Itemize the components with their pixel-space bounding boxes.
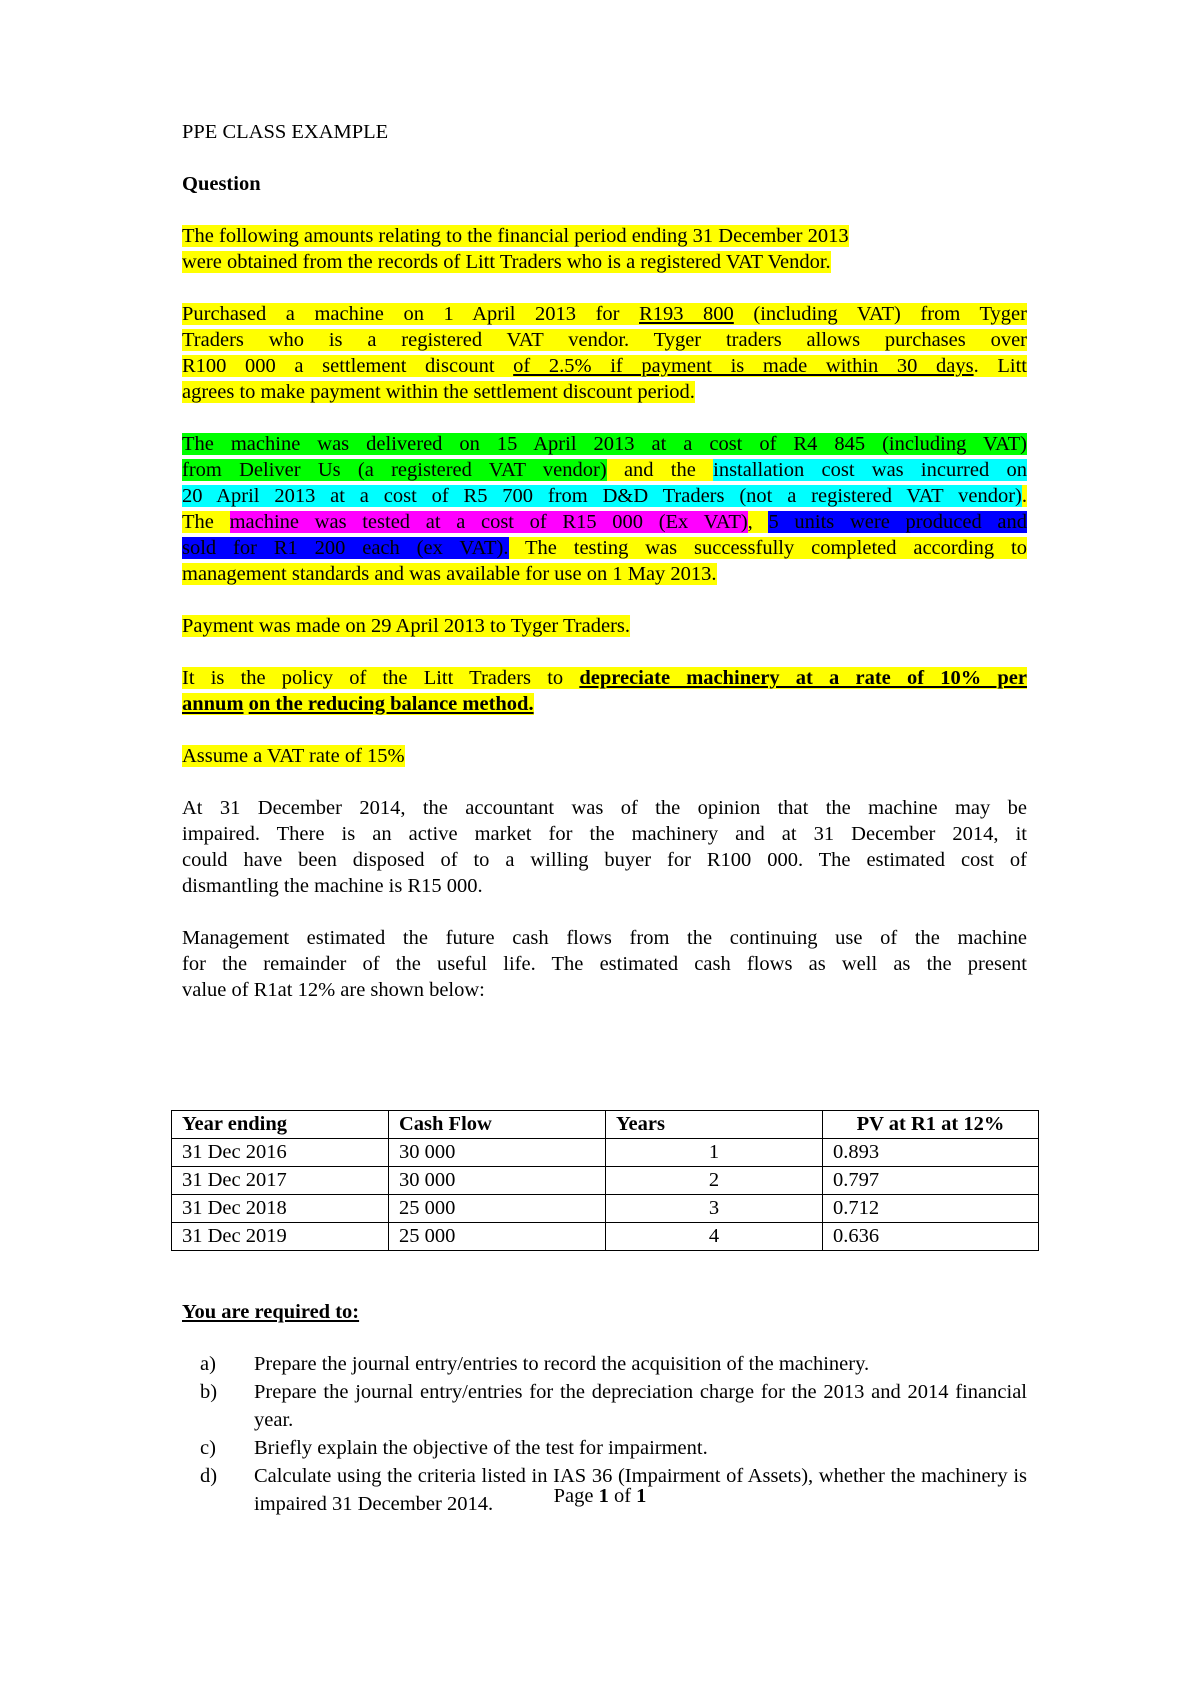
table-cell: 25 000 bbox=[389, 1195, 606, 1223]
table-cell: 0.636 bbox=[823, 1223, 1039, 1251]
delivery-line-3: 20 April 2013 at a cost of R5 700 from D&D Traders (not a registered VAT vendor). bbox=[182, 485, 1027, 507]
table-header: PV at R1 at 12% bbox=[823, 1111, 1039, 1139]
table-cell: 30 000 bbox=[389, 1139, 606, 1167]
policy-line-2: annum on the reducing balance method. bbox=[182, 693, 534, 715]
purchase-line-4: agrees to make payment within the settlement discount period. bbox=[182, 381, 695, 403]
list-item: d) Calculate using the criteria listed in IAS 36 (Impairment of Assets), whether the machinery is impaired 31 December 2014. bbox=[200, 1465, 1027, 1515]
table-cell: 1 bbox=[606, 1139, 823, 1167]
purchase-line-3: R100 000 a settlement discount of 2.5% if payment is made within 30 days. Litt bbox=[182, 355, 1027, 377]
delivery-line-4: The machine was tested at a cost of R15 000 (Ex VAT), 5 units were produced and bbox=[182, 511, 1028, 533]
list-item: c) Briefly explain the objective of the test for impairment. bbox=[200, 1437, 708, 1459]
delivery-line-5: sold for R1 200 each (ex VAT). The testing was successfully completed according to bbox=[182, 537, 1027, 559]
management-line-1: Management estimated the future cash flows from the continuing use of the machine bbox=[182, 927, 1027, 949]
impairment-line-1: At 31 December 2014, the accountant was of the opinion that the machine may be bbox=[182, 797, 1027, 819]
list-item: b) Prepare the journal entry/entries for the depreciation charge for the 2013 and 2014 financial year. bbox=[200, 1381, 1027, 1431]
payment-line: Payment was made on 29 April 2013 to Tyger Traders. bbox=[182, 615, 631, 637]
management-line-2: for the remainder of the useful life. The estimated cash flows as well as the present bbox=[182, 953, 1027, 975]
page-number: 1 bbox=[598, 1485, 609, 1507]
intro-line-1: The following amounts relating to the financial period ending 31 December 2013 bbox=[182, 225, 849, 247]
table-cell: 31 Dec 2017 bbox=[172, 1167, 389, 1195]
table-cell: 0.712 bbox=[823, 1195, 1039, 1223]
impairment-line-3: could have been disposed of to a willing buyer for R100 000. The estimated cost of bbox=[182, 849, 1027, 871]
table-row bbox=[172, 1223, 1039, 1251]
table-cell: 4 bbox=[606, 1223, 823, 1251]
table-cell: 2 bbox=[606, 1167, 823, 1195]
table-row bbox=[172, 1195, 1039, 1223]
cash-flow-table bbox=[171, 1110, 1039, 1251]
table-header-row bbox=[172, 1111, 1039, 1139]
table-header: Cash Flow bbox=[389, 1111, 606, 1139]
delivery-line-2: from Deliver Us (a registered VAT vendor) and the installation cost was incurred on bbox=[182, 459, 1027, 481]
table-cell: 31 Dec 2019 bbox=[172, 1223, 389, 1251]
table-header: Years bbox=[606, 1111, 823, 1139]
question-heading: Question bbox=[182, 173, 261, 195]
delivery-line-1: The machine was delivered on 15 April 2013 at a cost of R4 845 (including VAT) bbox=[182, 433, 1027, 455]
delivery-line-6: management standards and was available for use on 1 May 2013. bbox=[182, 563, 717, 585]
table-row bbox=[172, 1167, 1039, 1195]
page-title: PPE CLASS EXAMPLE bbox=[182, 121, 389, 143]
table-cell: 3 bbox=[606, 1195, 823, 1223]
policy-line-1: It is the policy of the Litt Traders to depreciate machinery at a rate of 10% per bbox=[182, 667, 1027, 689]
management-line-3: value of R1at 12% are shown below: bbox=[182, 979, 485, 1001]
table-cell: 25 000 bbox=[389, 1223, 606, 1251]
purchase-line-1: Purchased a machine on 1 April 2013 for R193 800 (including VAT) from Tyger bbox=[182, 303, 1027, 325]
table-cell: 0.893 bbox=[823, 1139, 1039, 1167]
table-cell: 30 000 bbox=[389, 1167, 606, 1195]
page-footer: Page 1 of 1 bbox=[553, 1485, 647, 1507]
page-total: 1 bbox=[636, 1485, 647, 1507]
purchase-line-2: Traders who is a registered VAT vendor. Tyger traders allows purchases over bbox=[182, 329, 1027, 351]
impairment-line-2: impaired. There is an active market for the machinery and at 31 December 2014, it bbox=[182, 823, 1027, 845]
table-cell: 0.797 bbox=[823, 1167, 1039, 1195]
table-row bbox=[172, 1139, 1039, 1167]
required-heading: You are required to: bbox=[182, 1301, 360, 1323]
table-cell: 31 Dec 2018 bbox=[172, 1195, 389, 1223]
vat-line: Assume a VAT rate of 15% bbox=[182, 745, 405, 767]
intro-line-2: were obtained from the records of Litt Traders who is a registered VAT Vendor. bbox=[182, 251, 831, 273]
impairment-line-4: dismantling the machine is R15 000. bbox=[182, 875, 483, 897]
list-item: a) Prepare the journal entry/entries to record the acquisition of the machinery. bbox=[200, 1353, 870, 1375]
table-cell: 31 Dec 2016 bbox=[172, 1139, 389, 1167]
table-header: Year ending bbox=[172, 1111, 389, 1139]
